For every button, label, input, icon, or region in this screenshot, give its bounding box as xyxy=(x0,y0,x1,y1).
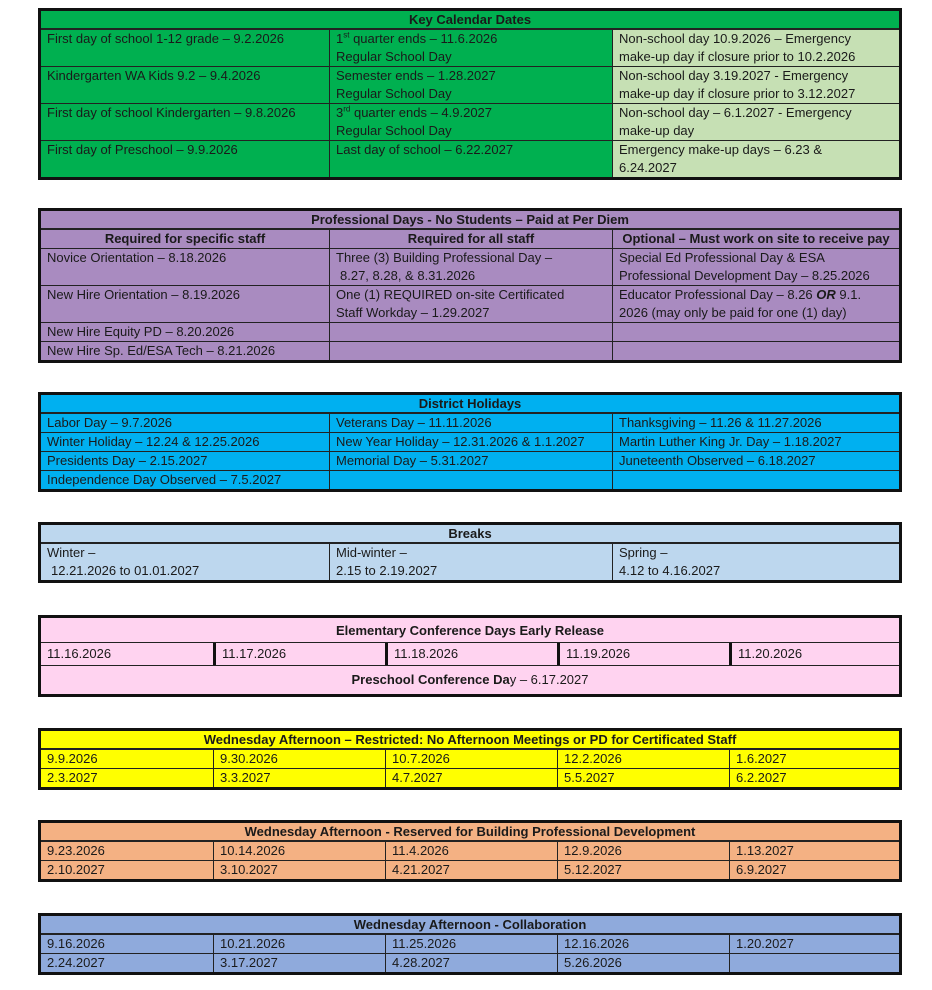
restricted-wednesdays-title: Wednesday Afternoon – Restricted: No Afternoon Meetings or PD for Certificated Staff xyxy=(41,731,899,749)
table-cell: 12.16.2026 xyxy=(557,935,729,953)
building-pd-wednesdays-table xyxy=(38,820,902,882)
table-cell: 11.20.2026 xyxy=(729,643,899,665)
table-row xyxy=(41,322,899,341)
table-cell: Spring – 4.12 to 4.16.2027 xyxy=(612,544,899,580)
table-cell: 3.17.2027 xyxy=(213,954,385,972)
table-cell: 2.10.2027 xyxy=(47,862,105,877)
table-row xyxy=(41,841,899,860)
collaboration-wednesdays-title: Wednesday Afternoon - Collaboration xyxy=(41,916,899,934)
table-cell: New Year Holiday – 12.31.2026 & 1.1.2027 xyxy=(329,433,612,451)
table-cell: 11.4.2026 xyxy=(385,842,557,860)
table-cell: 1.13.2027 xyxy=(729,842,899,860)
table-cell: 12.9.2026 xyxy=(557,842,729,860)
table-row xyxy=(41,285,899,322)
key-calendar-table xyxy=(38,8,902,180)
table-cell: 3.10.2027 xyxy=(213,861,385,879)
table-cell: 9.23.2026 xyxy=(47,843,105,858)
preschool-conference-line: Preschool Conference Day – 6.17.2027 xyxy=(351,672,589,687)
table-header-row xyxy=(41,229,899,248)
key-calendar-title: Key Calendar Dates xyxy=(41,11,899,29)
table-cell: Educator Professional Day – 8.26 OR 9.1. 2026 (may only be paid for one (1) day) xyxy=(612,286,899,322)
table-cell xyxy=(729,954,899,972)
table-cell: New Hire Orientation – 8.19.2026 xyxy=(47,287,240,302)
table-cell: 4.21.2027 xyxy=(385,861,557,879)
column-header: Optional – Must work on site to receive pay xyxy=(612,230,899,248)
table-cell: Thanksgiving – 11.26 & 11.27.2026 xyxy=(612,414,899,432)
conference-days-title: Elementary Conference Days Early Release xyxy=(335,623,605,638)
table-cell: 3rd quarter ends – 4.9.2027 Regular School Day xyxy=(329,104,612,140)
table-row xyxy=(41,341,899,360)
table-cell: Non-school day – 6.1.2027 - Emergency make-up day xyxy=(612,104,899,140)
table-cell: Special Ed Professional Day & ESA Professional Development Day – 8.25.2026 xyxy=(612,249,899,285)
table-cell xyxy=(612,323,899,341)
professional-days-table xyxy=(38,208,902,363)
table-cell: 6.9.2027 xyxy=(729,861,899,879)
district-holidays-table xyxy=(38,392,902,492)
table-cell: 2.3.2027 xyxy=(47,770,98,785)
table-cell: 12.2.2026 xyxy=(557,750,729,768)
table-cell: 10.7.2026 xyxy=(385,750,557,768)
district-holidays-title: District Holidays xyxy=(41,395,899,413)
table-cell: 11.19.2026 xyxy=(557,643,729,665)
table-cell: Emergency make-up days – 6.23 & 6.24.2027 xyxy=(612,141,899,177)
table-cell: 11.17.2026 xyxy=(213,643,385,665)
table-cell: Presidents Day – 2.15.2027 xyxy=(47,453,208,468)
table-cell: Labor Day – 9.7.2026 xyxy=(47,415,173,430)
table-row xyxy=(41,413,899,432)
building-pd-wednesdays-title: Wednesday Afternoon - Reserved for Building Professional Development xyxy=(41,823,899,841)
table-cell: Independence Day Observed – 7.5.2027 xyxy=(47,472,282,487)
table-cell xyxy=(612,342,899,360)
table-cell: Novice Orientation – 8.18.2026 xyxy=(47,250,227,265)
table-cell: Winter Holiday – 12.24 & 12.25.2026 xyxy=(47,434,260,449)
table-cell: 10.21.2026 xyxy=(213,935,385,953)
table-cell: 9.9.2026 xyxy=(47,751,98,766)
table-cell: 1.20.2027 xyxy=(729,935,899,953)
table-row xyxy=(41,768,899,787)
table-row xyxy=(41,451,899,470)
table-cell: 4.28.2027 xyxy=(385,954,557,972)
table-row xyxy=(41,29,899,66)
table-row xyxy=(41,642,899,666)
table-cell: Semester ends – 1.28.2027 Regular School Day xyxy=(329,67,612,103)
table-cell: One (1) REQUIRED on-site Certificated Staff Workday – 1.29.2027 xyxy=(329,286,612,322)
column-header: Required for all staff xyxy=(329,230,612,248)
collaboration-wednesdays-table xyxy=(38,913,902,975)
table-cell xyxy=(329,471,612,489)
table-cell: First day of school Kindergarten – 9.8.2026 xyxy=(47,105,296,120)
breaks-table xyxy=(38,522,902,583)
column-header: Required for specific staff xyxy=(104,231,266,246)
table-cell: 11.25.2026 xyxy=(385,935,557,953)
table-cell: 6.2.2027 xyxy=(729,769,899,787)
table-row xyxy=(41,248,899,285)
table-cell: 5.5.2027 xyxy=(557,769,729,787)
table-cell: 1.6.2027 xyxy=(729,750,899,768)
table-cell xyxy=(612,471,899,489)
table-cell: 11.18.2026 xyxy=(385,643,557,665)
table-cell: 4.7.2027 xyxy=(385,769,557,787)
table-cell: 9.30.2026 xyxy=(213,750,385,768)
table-row xyxy=(41,103,899,140)
table-row xyxy=(41,749,899,768)
table-row xyxy=(41,66,899,103)
table-cell: Non-school day 3.19.2027 - Emergency make-up day if closure prior to 3.12.2027 xyxy=(612,67,899,103)
professional-days-title: Professional Days - No Students – Paid at Per Diem xyxy=(41,211,899,229)
table-row xyxy=(41,543,899,580)
table-cell: Winter – 12.21.2026 to 01.01.2027 xyxy=(47,545,200,578)
table-cell: Veterans Day – 11.11.2026 xyxy=(329,414,612,432)
table-cell: 11.16.2026 xyxy=(47,646,112,661)
table-cell: New Hire Sp. Ed/ESA Tech – 8.21.2026 xyxy=(47,343,276,358)
table-cell: 3.3.2027 xyxy=(213,769,385,787)
table-cell: Last day of school – 6.22.2027 xyxy=(329,141,612,177)
table-cell: Juneteenth Observed – 6.18.2027 xyxy=(612,452,899,470)
table-cell: First day of school 1-12 grade – 9.2.2026 xyxy=(47,31,285,46)
table-cell: Kindergarten WA Kids 9.2 – 9.4.2026 xyxy=(47,68,261,83)
table-row xyxy=(41,934,899,953)
table-cell: Mid-winter – 2.15 to 2.19.2027 xyxy=(329,544,612,580)
table-cell xyxy=(329,342,612,360)
table-cell: New Hire Equity PD – 8.20.2026 xyxy=(47,324,235,339)
table-row xyxy=(41,432,899,451)
table-row xyxy=(41,953,899,972)
table-row xyxy=(41,470,899,489)
breaks-title: Breaks xyxy=(41,525,899,543)
restricted-wednesdays-table xyxy=(38,728,902,790)
table-row xyxy=(41,860,899,879)
table-cell: 1st quarter ends – 11.6.2026 Regular School Day xyxy=(329,30,612,66)
table-cell: 10.14.2026 xyxy=(213,842,385,860)
table-row xyxy=(41,140,899,177)
table-cell: Memorial Day – 5.31.2027 xyxy=(329,452,612,470)
table-cell: 5.12.2027 xyxy=(557,861,729,879)
table-cell: 5.26.2026 xyxy=(557,954,729,972)
table-cell: Non-school day 10.9.2026 – Emergency make-up day if closure prior to 10.2.2026 xyxy=(612,30,899,66)
table-cell xyxy=(329,323,612,341)
table-cell: 2.24.2027 xyxy=(47,955,105,970)
table-cell: Three (3) Building Professional Day – 8.27, 8.28, & 8.31.2026 xyxy=(329,249,612,285)
table-cell: First day of Preschool – 9.9.2026 xyxy=(47,142,238,157)
table-cell: 9.16.2026 xyxy=(47,936,105,951)
table-cell: Martin Luther King Jr. Day – 1.18.2027 xyxy=(612,433,899,451)
conference-days-table xyxy=(38,615,902,697)
